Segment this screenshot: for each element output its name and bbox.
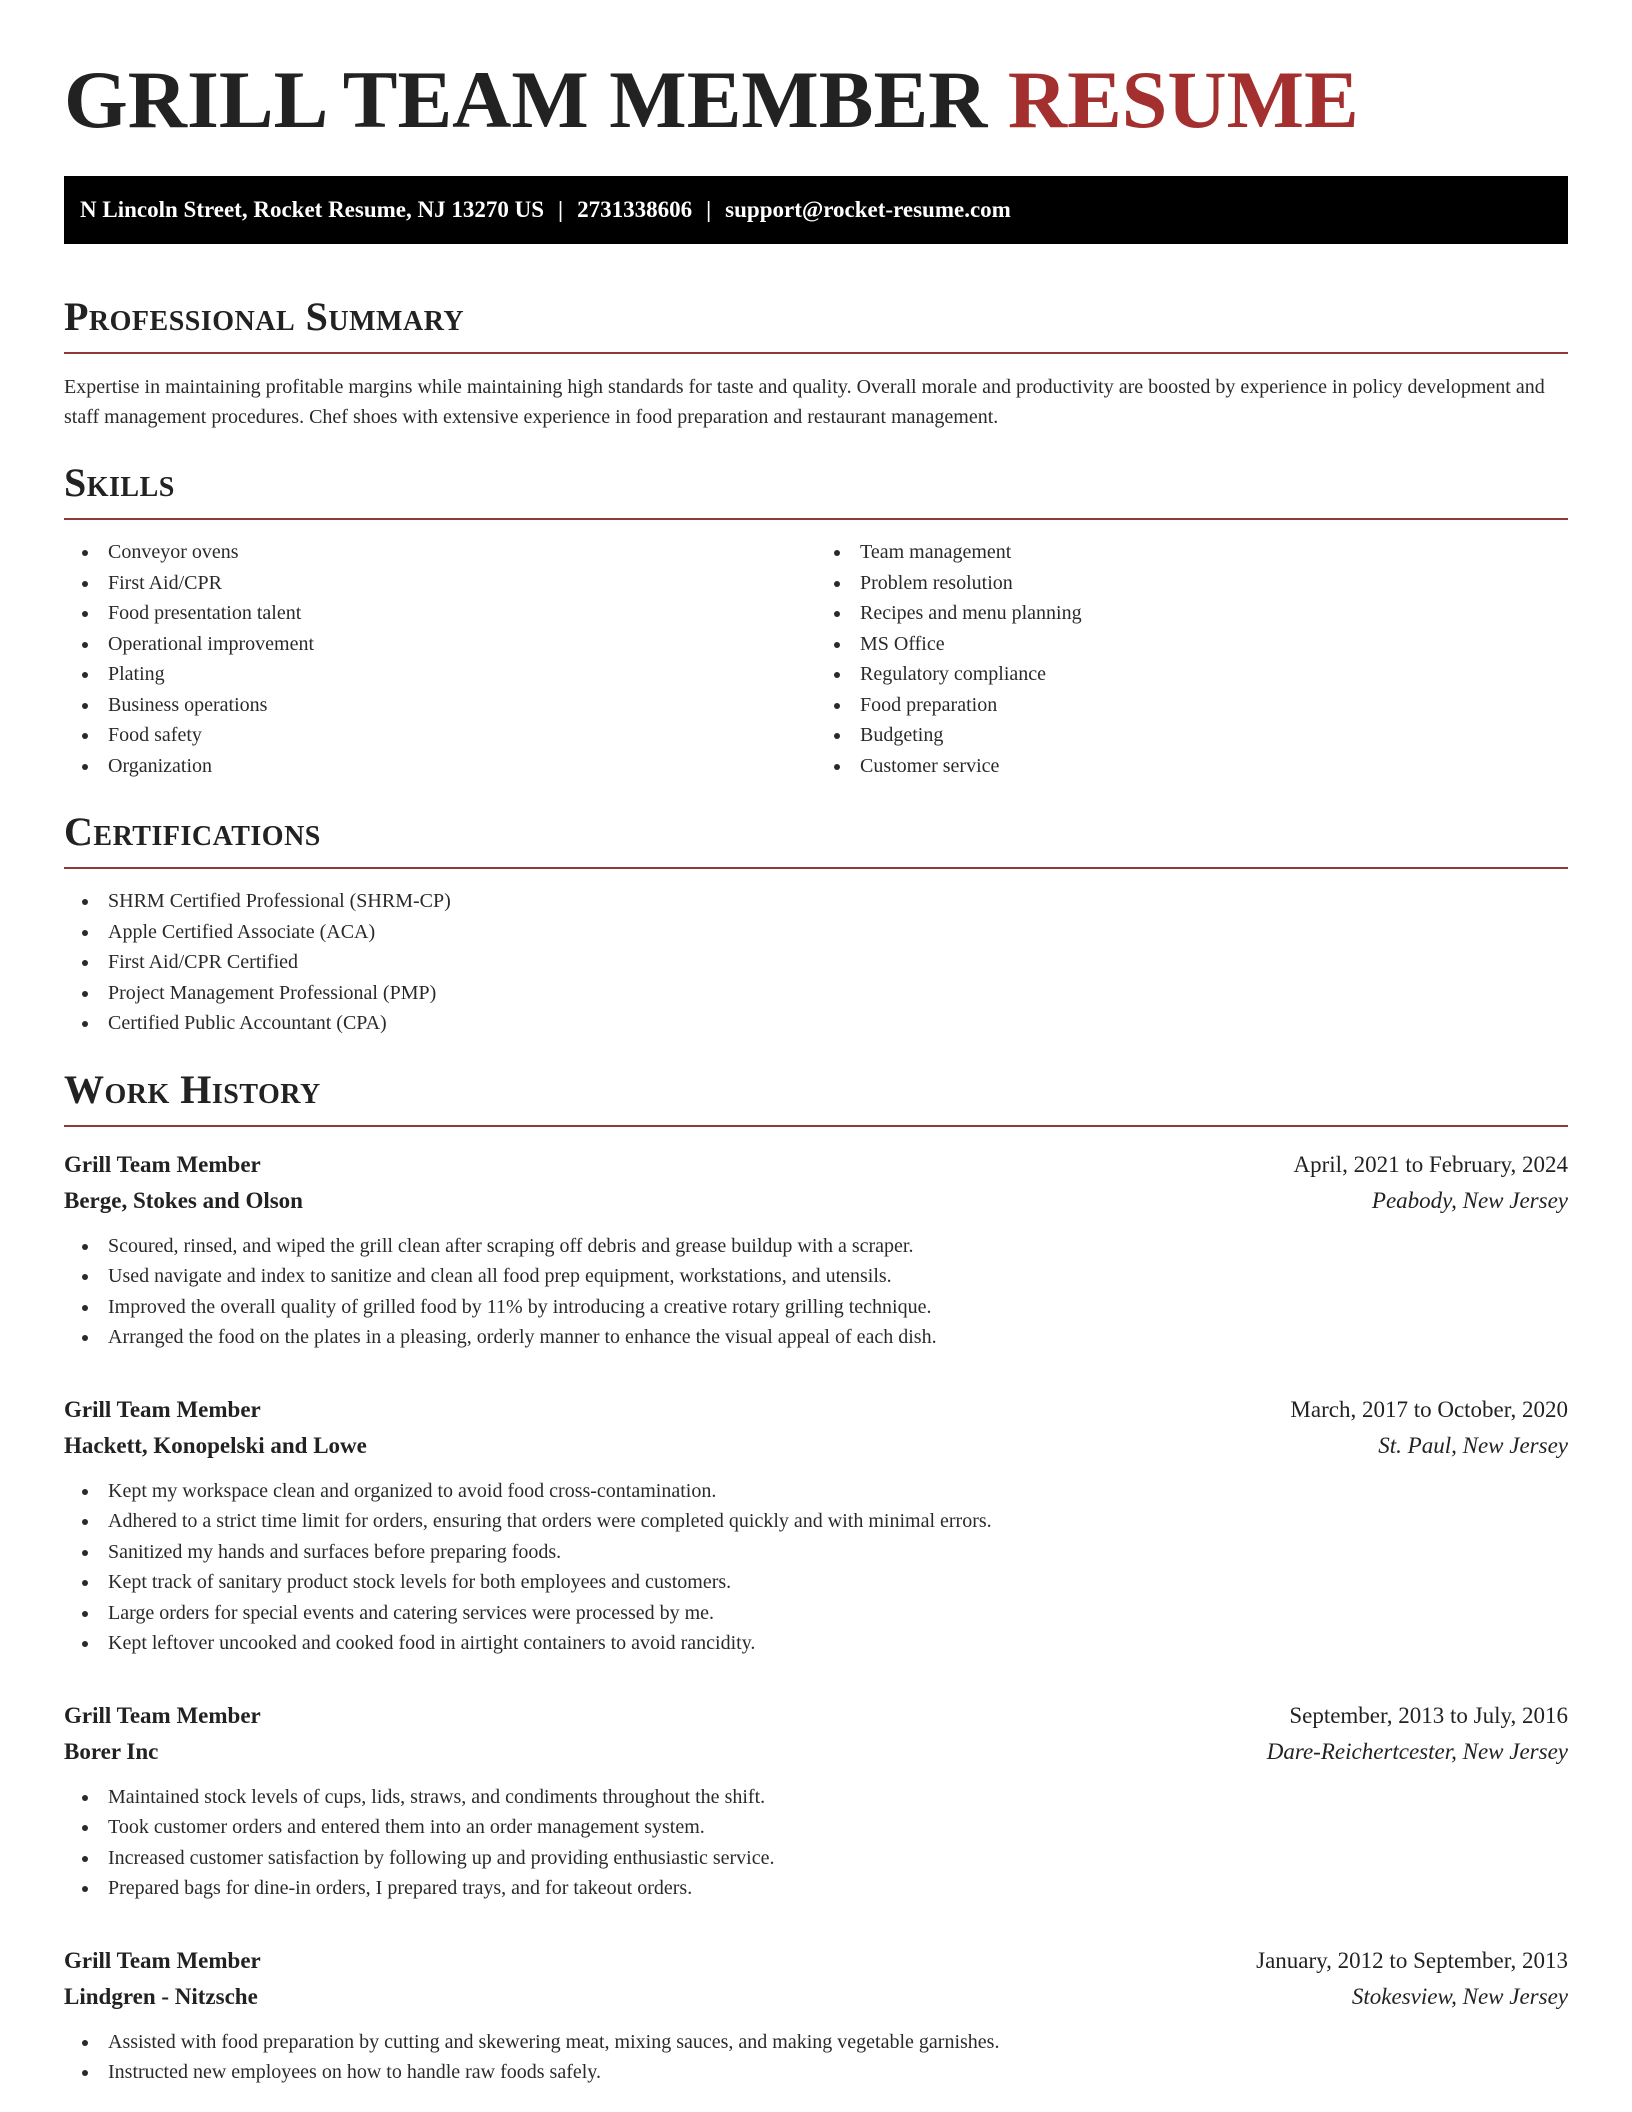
- skill-item: Budgeting: [816, 720, 1568, 751]
- job-duty-item: Used navigate and index to sanitize and clean all food prep equipment, workstations, and utensils.: [64, 1261, 1568, 1292]
- certifications-list: [64, 886, 1568, 1039]
- contact-address: N Lincoln Street, Rocket Resume, NJ 13270 US: [80, 197, 545, 222]
- skill-item: Regulatory compliance: [816, 659, 1568, 690]
- work-history-section: [64, 1065, 1568, 2088]
- summary-text: Expertise in maintaining profitable margins while maintaining high standards for taste and quality. Overall morale and productivity are boosted by experience in policy development and staff management procedures. Chef shoes with extensive experience in food preparation and restaurant management.: [64, 376, 1545, 428]
- skill-item: MS Office: [816, 629, 1568, 660]
- skill-item: Food preparation: [816, 690, 1568, 721]
- job-duties-list: [64, 1231, 1568, 1353]
- job-subheader-row: [64, 1183, 1568, 1219]
- job-subheader-row: [64, 1428, 1568, 1464]
- skill-item: Business operations: [64, 690, 816, 721]
- job-location: Dare-Reichertcester, New Jersey: [1266, 1738, 1568, 1764]
- job-duty-item: Prepared bags for dine-in orders, I prepared trays, and for takeout orders.: [64, 1873, 1568, 1904]
- skill-item: First Aid/CPR: [64, 568, 816, 599]
- job-duty-item: Kept leftover uncooked and cooked food in airtight containers to avoid rancidity.: [64, 1628, 1568, 1659]
- job-duty-item: Adhered to a strict time limit for orders, ensuring that orders were completed quickly and with minimal errors.: [64, 1506, 1568, 1537]
- section-heading-work-history: Work History: [64, 1066, 321, 1112]
- job-duty-item: Kept my workspace clean and organized to avoid food cross-contamination.: [64, 1476, 1568, 1507]
- certifications-section: [64, 807, 1568, 1039]
- job-duty-item: Increased customer satisfaction by following up and providing enthusiastic service.: [64, 1843, 1568, 1874]
- job-company: Lindgren - Nitzsche: [64, 1983, 258, 2009]
- job-duty-item: Improved the overall quality of grilled food by 11% by introducing a creative rotary grilling technique.: [64, 1292, 1568, 1323]
- certification-item: Apple Certified Associate (ACA): [64, 917, 1568, 948]
- job-subheader-row: [64, 1734, 1568, 1770]
- job-company: Borer Inc: [64, 1738, 159, 1764]
- job-duty-item: Instructed new employees on how to handle raw foods safely.: [64, 2057, 1568, 2088]
- job-title: Grill Team Member: [64, 1947, 261, 1973]
- certification-item: First Aid/CPR Certified: [64, 947, 1568, 978]
- job-duty-item: Large orders for special events and catering services were processed by me.: [64, 1598, 1568, 1629]
- job-company: Hackett, Konopelski and Lowe: [64, 1432, 367, 1458]
- skill-item: Team management: [816, 537, 1568, 568]
- job-location: St. Paul, New Jersey: [1378, 1432, 1568, 1458]
- section-heading-skills: Skills: [64, 460, 175, 505]
- skill-item: Operational improvement: [64, 629, 816, 660]
- skills-list-right: [816, 537, 1568, 781]
- skill-item: Problem resolution: [816, 568, 1568, 599]
- contact-bar: [64, 176, 1568, 244]
- job-header-row: [64, 1392, 1568, 1428]
- job-company: Berge, Stokes and Olson: [64, 1187, 303, 1213]
- certification-item: Project Management Professional (PMP): [64, 978, 1568, 1009]
- certification-item: Certified Public Accountant (CPA): [64, 1008, 1568, 1039]
- job-dates: March, 2017 to October, 2020: [1290, 1396, 1568, 1422]
- title-main: GRILL TEAM MEMBER: [64, 54, 988, 145]
- job-title: Grill Team Member: [64, 1151, 261, 1177]
- job-entry: [64, 1392, 1568, 1659]
- section-divider: [64, 352, 1568, 354]
- summary-section: [64, 292, 1568, 432]
- certification-item: SHRM Certified Professional (SHRM-CP): [64, 886, 1568, 917]
- job-duty-item: Arranged the food on the plates in a pleasing, orderly manner to enhance the visual appeal of each dish.: [64, 1322, 1568, 1353]
- job-entry: [64, 1943, 1568, 2088]
- job-entry: [64, 1698, 1568, 1904]
- job-duty-item: Took customer orders and entered them into an order management system.: [64, 1812, 1568, 1843]
- job-header-row: [64, 1147, 1568, 1183]
- job-duties-list: [64, 2027, 1568, 2088]
- job-subheader-row: [64, 1979, 1568, 2015]
- skill-item: Organization: [64, 751, 816, 782]
- job-duty-item: Maintained stock levels of cups, lids, straws, and condiments throughout the shift.: [64, 1782, 1568, 1813]
- job-duty-item: Kept track of sanitary product stock levels for both employees and customers.: [64, 1567, 1568, 1598]
- job-header-row: [64, 1943, 1568, 1979]
- job-duties-list: [64, 1476, 1568, 1659]
- skill-item: Food safety: [64, 720, 816, 751]
- skills-column-right: [816, 537, 1568, 781]
- resume-title: [64, 0, 1568, 145]
- job-location: Peabody, New Jersey: [1371, 1187, 1568, 1213]
- job-duty-item: Sanitized my hands and surfaces before preparing foods.: [64, 1537, 1568, 1568]
- skills-list-left: [64, 537, 816, 781]
- job-duties-list: [64, 1782, 1568, 1904]
- job-dates: January, 2012 to September, 2013: [1256, 1947, 1568, 1973]
- skill-item: Recipes and menu planning: [816, 598, 1568, 629]
- skill-item: Conveyor ovens: [64, 537, 816, 568]
- title-accent: RESUME: [1007, 54, 1359, 145]
- job-duty-item: Scoured, rinsed, and wiped the grill clean after scraping off debris and grease buildup with a scraper.: [64, 1231, 1568, 1262]
- contact-separator: |: [558, 197, 564, 222]
- job-entry: [64, 1147, 1568, 1353]
- contact-separator: |: [706, 197, 712, 222]
- skill-item: Food presentation talent: [64, 598, 816, 629]
- job-location: Stokesview, New Jersey: [1351, 1983, 1568, 2009]
- skills-grid: [64, 537, 1568, 781]
- section-divider: [64, 518, 1568, 520]
- job-header-row: [64, 1698, 1568, 1734]
- job-dates: April, 2021 to February, 2024: [1293, 1151, 1568, 1177]
- job-title: Grill Team Member: [64, 1396, 261, 1422]
- contact-phone: 2731338606: [577, 197, 693, 222]
- skill-item: Customer service: [816, 751, 1568, 782]
- section-divider: [64, 867, 1568, 869]
- job-dates: September, 2013 to July, 2016: [1289, 1702, 1568, 1728]
- skills-section: [64, 458, 1568, 781]
- section-heading-certifications: Certifications: [64, 809, 321, 854]
- contact-email: support@rocket-resume.com: [725, 197, 1011, 222]
- section-heading-summary: Professional Summary: [64, 294, 465, 339]
- job-title: Grill Team Member: [64, 1702, 261, 1728]
- skills-column-left: [64, 537, 816, 781]
- job-duty-item: Assisted with food preparation by cutting and skewering meat, mixing sauces, and making vegetable garnishes.: [64, 2027, 1568, 2058]
- skill-item: Plating: [64, 659, 816, 690]
- section-divider: [64, 1125, 1568, 1127]
